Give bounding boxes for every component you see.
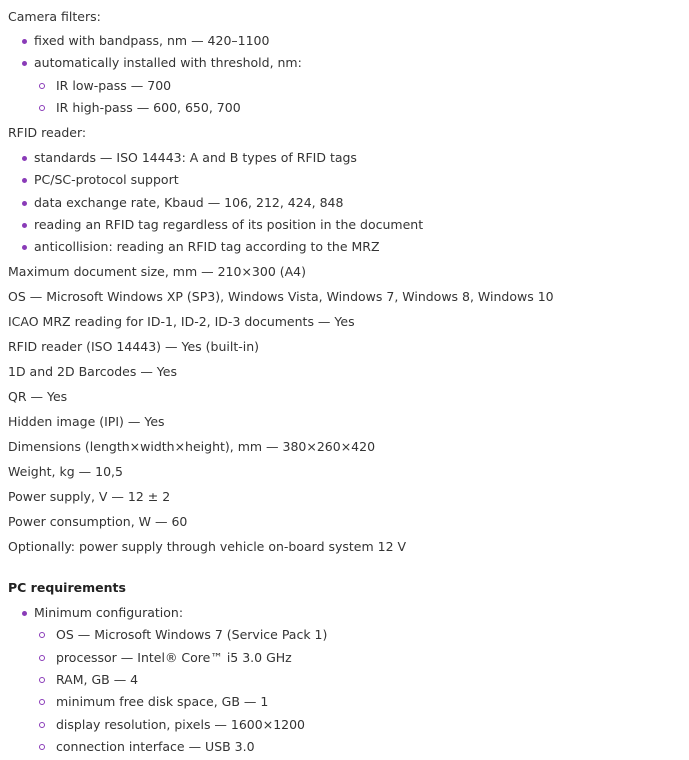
pc-subitem-1: OS — Microsoft Windows 7 (Service Pack 1) (56, 627, 328, 642)
bullet-icon (22, 611, 27, 616)
bullet-icon (22, 245, 27, 250)
rfid-item-2: PC/SC-protocol support (34, 172, 179, 187)
bullet-icon (22, 223, 27, 228)
rfid-item-4: reading an RFID tag regardless of its position in the document (34, 217, 424, 232)
spec-line-1: Maximum document size, mm — 210×300 (A4) (8, 264, 307, 279)
spec-line-5: 1D and 2D Barcodes — Yes (8, 364, 177, 379)
sub-bullet-icon (39, 744, 45, 750)
pc-subitem-3: RAM, GB — 4 (56, 672, 139, 687)
bullet-icon (22, 156, 27, 161)
bullet-icon (22, 201, 27, 206)
sub-bullet-icon (39, 632, 45, 638)
camera-subitem-2: IR high-pass — 600, 650, 700 (56, 100, 241, 115)
camera-filters-title: Camera filters: (8, 9, 101, 24)
pc-subitem-4: minimum free disk space, GB — 1 (56, 694, 269, 709)
spec-line-6: QR — Yes (8, 389, 68, 404)
bullet-icon (22, 178, 27, 183)
spec-line-3: ICAO MRZ reading for ID-1, ID-2, ID-3 documents — Yes (8, 314, 355, 329)
sub-bullet-icon (39, 699, 45, 705)
camera-item-2: automatically installed with threshold, nm: (34, 55, 302, 70)
sub-bullet-icon (39, 722, 45, 728)
pc-requirements-heading: PC requirements (8, 580, 126, 595)
camera-subitem-1: IR low-pass — 700 (56, 78, 172, 93)
rfid-item-3: data exchange rate, Kbaud — 106, 212, 424, 848 (34, 195, 344, 210)
camera-item-1: fixed with bandpass, nm — 420–1100 (34, 33, 270, 48)
pc-subitem-5: display resolution, pixels — 1600×1200 (56, 717, 305, 732)
spec-line-10: Power supply, V — 12 ± 2 (8, 489, 171, 504)
spec-line-7: Hidden image (IPI) — Yes (8, 414, 165, 429)
rfid-item-1: standards — ISO 14443: A and B types of RFID tags (34, 150, 357, 165)
spec-line-8: Dimensions (length×width×height), mm — 380×260×420 (8, 439, 376, 454)
pc-item-minimum-configuration: Minimum configuration: (34, 605, 184, 620)
sub-bullet-icon (39, 83, 45, 89)
bullet-icon (22, 61, 27, 66)
rfid-item-5: anticollision: reading an RFID tag according to the MRZ (34, 239, 380, 254)
sub-bullet-icon (39, 677, 45, 683)
bullet-icon (22, 39, 27, 44)
spec-line-4: RFID reader (ISO 14443) — Yes (built-in) (8, 339, 260, 354)
pc-subitem-6: connection interface — USB 3.0 (56, 739, 255, 754)
pc-subitem-2: processor — Intel® Core™ i5 3.0 GHz (56, 650, 292, 665)
rfid-reader-title: RFID reader: (8, 125, 87, 140)
sub-bullet-icon (39, 655, 45, 661)
spec-line-12: Optionally: power supply through vehicle on-board system 12 V (8, 539, 407, 554)
spec-line-11: Power consumption, W — 60 (8, 514, 188, 529)
spec-line-9: Weight, kg — 10,5 (8, 464, 123, 479)
sub-bullet-icon (39, 105, 45, 111)
spec-line-2: OS — Microsoft Windows XP (SP3), Windows Vista, Windows 7, Windows 8, Windows 10 (8, 289, 554, 304)
